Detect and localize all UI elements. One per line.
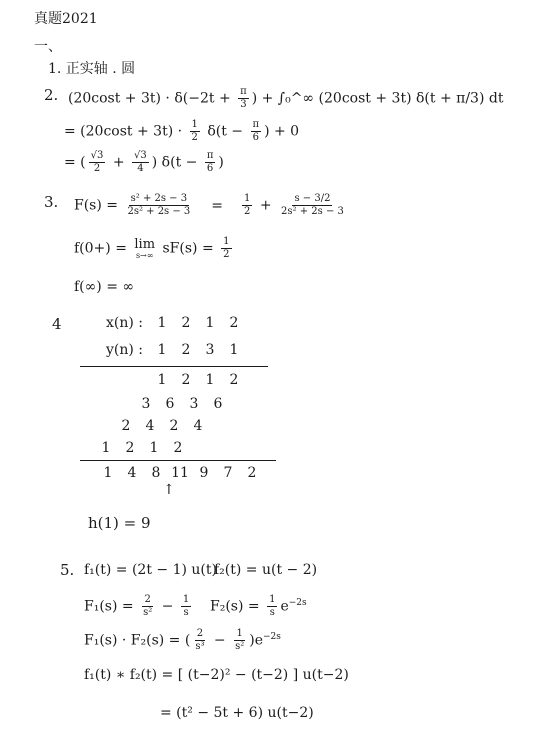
q3-line1: F(s) = $\frac{\text{s² + 2s − 3}}{\text{2s² + 2s − 3}}$ = $\frac{1}{2}$ + $\frac{s - 3/2}{\text{2s² + 2s − 3}}$ [74, 193, 344, 217]
q5-line3: F₁(s) · F₂(s) = ( $\frac{2}{\text{s³}}$ − $\frac{1}{\text{s²}}$ )$e^{-2s}$ [84, 628, 281, 653]
q5-line2a: F₁(s) = $\frac{2}{\text{s²}}$ − $\frac{1}{s}$ [84, 594, 190, 618]
q2-line1-a: (20cost + 3t) · δ(−2t + [68, 90, 236, 107]
q3-line2: f(0+) = lim s→∞ sF(s) = $\frac{1}{2}$ [74, 236, 230, 260]
q4-partial-row3: 2 4 2 4 [121, 418, 203, 434]
q4-partial-row2: 3 6 3 6 [141, 396, 223, 412]
q4-partial-row4: 1 2 1 2 [101, 440, 183, 456]
q4-number: 4 [52, 315, 62, 333]
q2-frac-pi6: $\frac{\pi}{6}$ [252, 119, 260, 143]
q2-line1-b: ) + ∫₀^∞ (20cost + 3t) δ(t + π/3) dt [251, 90, 504, 107]
q4-y-row: y(n) : 1 2 3 1 [106, 342, 239, 358]
q2-line1 [68, 86, 503, 111]
q3-line3: f(∞) = ∞ [74, 279, 135, 295]
q2-line3: = ( $\frac{√3}{2}$ + $\frac{√3}{4}$ ) δ(t − $\frac{\pi}{6}$ ) [64, 150, 224, 174]
q3-number: 3. [44, 193, 59, 211]
q2-frac-pi3: $\frac{\pi}{3}$ [240, 86, 247, 110]
q4-sum-row: 1 4 8 11 9 7 2 [103, 465, 257, 481]
q4-rule-top [80, 366, 268, 367]
q5-line1a: f₁(t) = (2t − 1) u(t) [84, 562, 217, 578]
q4-result: h(1) = 9 [88, 514, 151, 532]
q5-line1b: f₂(t) = u(t − 2) [214, 562, 318, 578]
q1-answer: 1. 正实轴 . 圆 [48, 61, 136, 77]
page-title: 真题2021 [34, 11, 98, 27]
q5-line4: f₁(t) ∗ f₂(t) = [ (t−2)² − (t−2) ] u(t−2) [84, 667, 349, 683]
q5-number: 5. [60, 561, 75, 579]
q2-line2: = (20cost + 3t) · $\frac{1}{2}$ δ(t − $\frac{\pi}{6}$ ) + 0 [64, 119, 300, 143]
section-label: 一、 [34, 39, 62, 55]
up-arrow-icon: ↑ [163, 482, 175, 498]
q2-frac-half: $\frac{1}{2}$ [191, 119, 198, 143]
q5-line2b: F₂(s) = $\frac{1}{s}$ $e^{-2s}$ [210, 594, 307, 619]
q2-number: 2. [44, 86, 59, 104]
q4-x-row: x(n) : 1 2 1 2 [106, 315, 239, 331]
q5-line5: = (t² − 5t + 6) u(t−2) [160, 705, 314, 721]
q4-rule-bottom [80, 460, 276, 461]
q4-partial-row1: 1 2 1 2 [157, 372, 239, 388]
